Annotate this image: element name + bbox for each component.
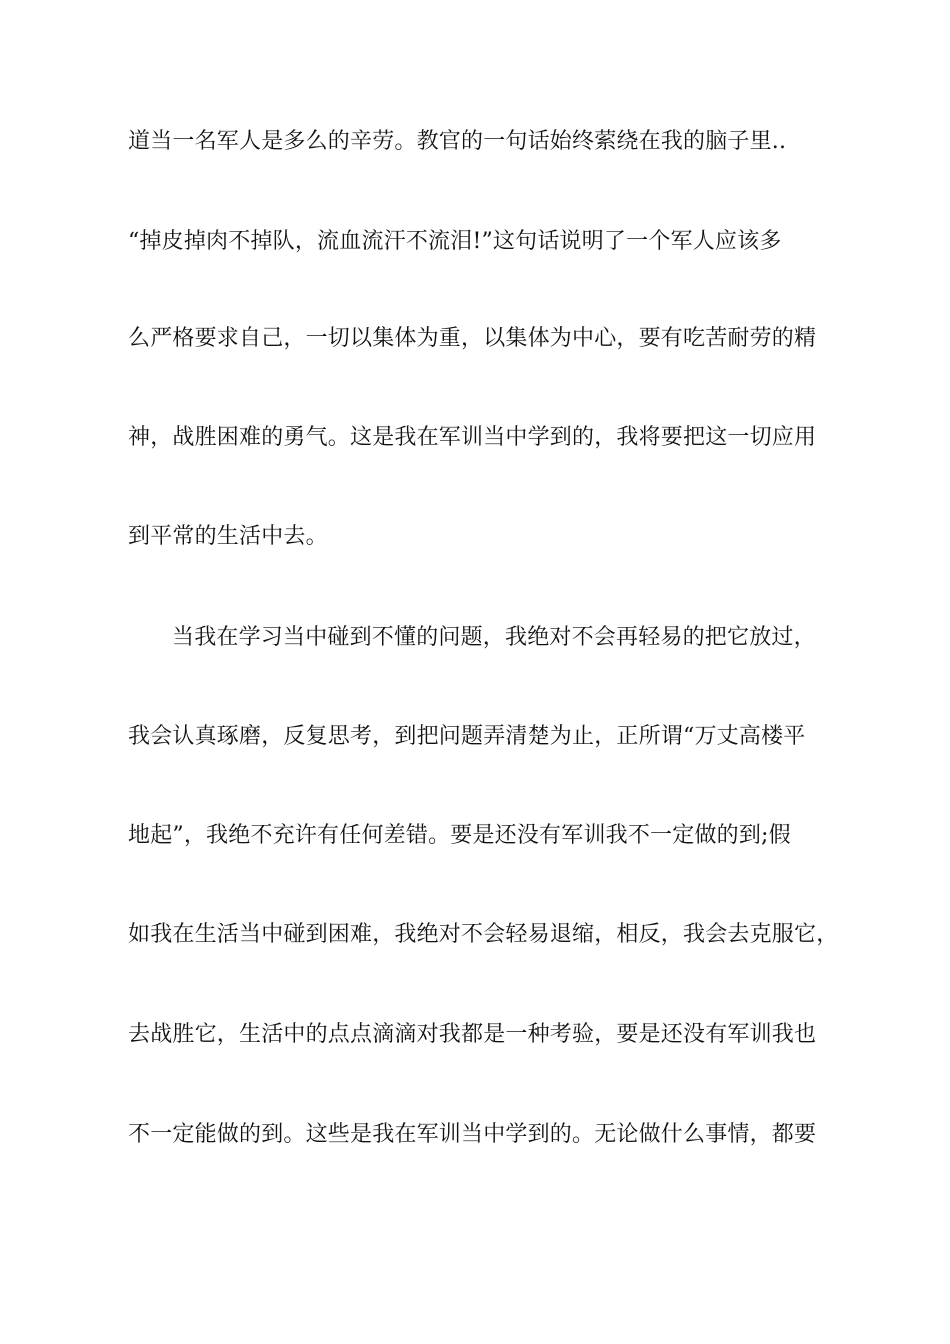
text-line: 么严格要求自己，一切以集体为重，以集体为中心，要有吃苦耐劳的精 <box>128 326 817 351</box>
text-line: 如我在生活当中碰到困难，我绝对不会轻易退缩，相反，我会去克服它， <box>128 922 839 947</box>
text-line: 不一定能做的到。这些是我在军训当中学到的。无论做什么事情，都要 <box>128 1122 817 1147</box>
text-line: 我会认真琢磨，反复思考，到把问题弄清楚为止，正所谓“万丈高楼平 <box>128 724 806 749</box>
text-line: 当我在学习当中碰到不懂的问题，我绝对不会再轻易的把它放过， <box>172 625 816 650</box>
text-line: 到平常的生活中去。 <box>128 524 328 549</box>
text-line: 去战胜它，生活中的点点滴滴对我都是一种考验，要是还没有军训我也 <box>128 1022 817 1047</box>
text-line: 神，战胜困难的勇气。这是我在军训当中学到的，我将要把这一切应用 <box>128 425 817 450</box>
text-line: 道当一名军人是多么的辛劳。教官的一句话始终萦绕在我的脑子里.. <box>128 129 787 154</box>
text-line: “掉皮掉肉不掉队，流血流汗不流泪!”这句话说明了一个军人应该多 <box>128 229 782 254</box>
text-line: 地起”，我绝不充许有任何差错。要是还没有军训我不一定做的到;假 <box>128 823 791 848</box>
